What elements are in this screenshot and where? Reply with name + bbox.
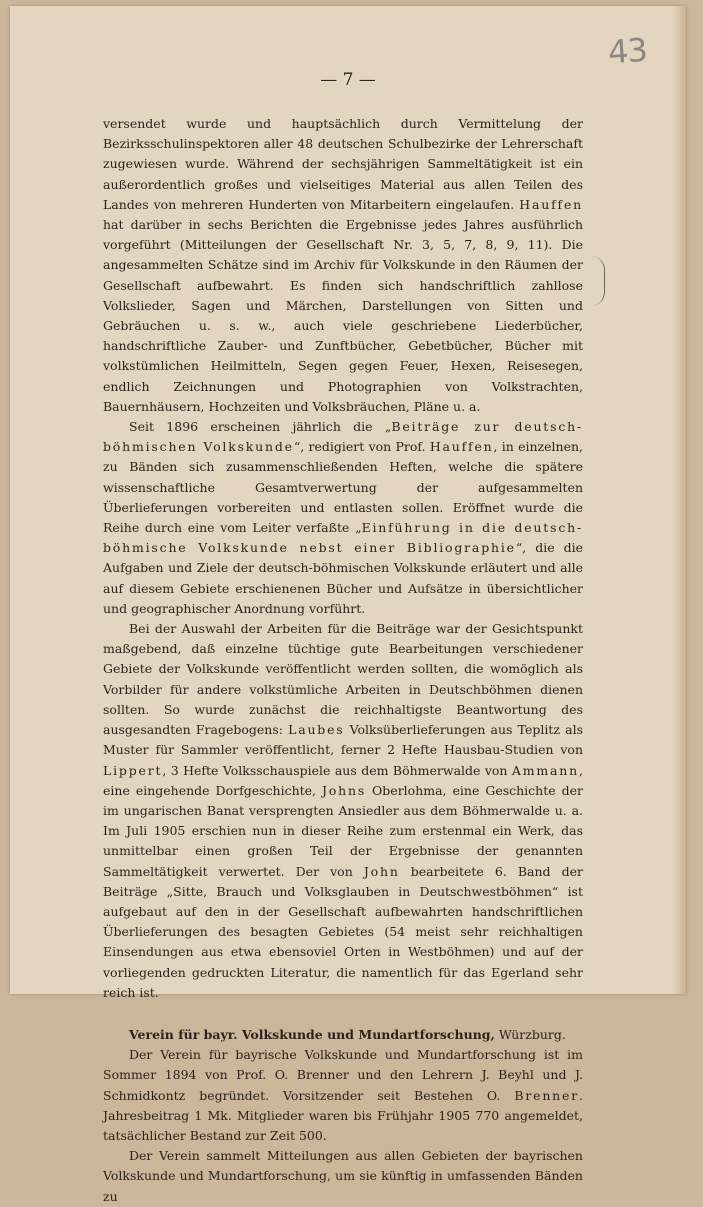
- text-run: “, redigiert von Prof.: [293, 439, 430, 455]
- spaced-name: Hauffen: [519, 196, 583, 212]
- text-run: Volksüberlieferungen aus Teplitz als Muster für Sammler veröffentlicht, ferner 2 Hefte Hausbau-Studien von: [103, 722, 583, 758]
- text-run: , 3 Hefte Volksschauspiele aus dem Böhmerwalde von: [162, 762, 512, 778]
- paragraph-3: [103, 619, 583, 1003]
- spaced-name: Brenner: [514, 1087, 580, 1103]
- page-edge-shadow: [672, 6, 686, 994]
- page-number: — 7 —: [320, 70, 376, 90]
- spaced-name: John: [363, 863, 400, 879]
- spaced-name: Einführung in die deutsch-böhmische Volkskunde nebst einer Bibliographie: [103, 520, 583, 556]
- margin-bracket-mark: [586, 256, 605, 306]
- text-run: Der Verein für bayrische Volkskunde und Mundartforschung ist im Sommer 1894 von Prof. O. Brenner und den Lehrern J. Beyhl und J. Schmidkontz begründet. Vorsitzender seit Bestehen O.: [103, 1047, 583, 1103]
- pencil-page-mark: 43: [606, 30, 648, 72]
- text-run: Der Verein sammelt Mitteilungen aus allen Gebieten der bayrischen Volkskunde und Mundartforschung, um sie künftig in umfassenden Bänden zu: [103, 1148, 583, 1204]
- text-run: “, die die Aufgaben und Ziele der deutsch-böhmischen Volkskunde erläutert und alle auf diesem Gebiete erschienenen Bücher und Aufsätze in übersichtlicher und geographischer Anordnung vorführt.: [103, 540, 583, 616]
- text-run: Würzburg.: [494, 1026, 566, 1042]
- paragraph-gap: [103, 1003, 583, 1025]
- body-text: [103, 114, 583, 1207]
- spaced-name: Laubes: [288, 722, 345, 738]
- text-run: versendet wurde und hauptsächlich durch Vermittelung der Bezirksschulinspektoren aller 48 deutschen Schulbezirke der Lehrerschaft zugewiesen wurde. Während der sechsjährigen Sammeltätigkeit ist ein außerordentlich großes und vielseitiges Material aus allen Teilen des Landes von mehreren Hunderten von Mitarbeitern eingelaufen.: [103, 116, 583, 212]
- text-run: Seit 1896 erscheinen jährlich die „: [129, 419, 392, 435]
- spaced-name: Ammann: [511, 762, 580, 778]
- text-run: Bei der Auswahl der Arbeiten für die Beiträge war der Gesichtspunkt maßgebend, daß einzelne tüchtige gute Bearbeitungen verschiedener Gebiete der Volkskunde veröffentlicht werden sollten, die womöglich als Vorbilder für andere volkstümliche Arbeiten in Deutschböhmen dienen sollten. So wurde zunächst die reichhaltigste Beantwortung des ausgesandten Fragebogens:: [103, 621, 583, 738]
- spaced-name: Hauffen: [429, 439, 494, 455]
- text-run: Oberlohma, eine Geschichte der im ungarischen Banat versprengten Ansiedler aus dem Böhmerwalde u. a. Im Juli 1905 erschien nun in dieser Reihe zum erstenmal ein Werk, das unmittelbar einen großen Teil der Ergebnisse der genannten Sammeltätigkeit verwertet. Der von: [103, 782, 584, 879]
- paragraph-4: [103, 1025, 583, 1045]
- text-run: , eine eingehende Dorfgeschichte,: [103, 762, 583, 798]
- spaced-name: Lippert: [103, 762, 163, 778]
- text-run: , in einzelnen, zu Bänden sich zusammenschließenden Heften, welche die spätere wissenschaftliche Gesamtverwertung der aufgesammelten Überlieferungen vorbereiten und entlasten sollen. Eröffnet wurde die Reihe durch eine vom Leiter verfaßte „: [103, 439, 583, 536]
- paragraph-1: [103, 114, 583, 417]
- section-heading: Verein für bayr. Volkskunde und Mundartforschung,: [129, 1026, 495, 1042]
- spaced-name: Beiträge zur deutsch-böhmischen Volkskunde: [103, 419, 584, 455]
- paragraph-5: [103, 1045, 583, 1146]
- text-run: . Jahresbeitrag 1 Mk. Mitglieder waren bis Frühjahr 1905 770 angemeldet, tatsächlicher Bestand zur Zeit 500.: [103, 1087, 583, 1143]
- text-run: hat darüber in sechs Berichten die Ergebnisse jedes Jahres ausführlich vorgeführt (Mitteilungen der Gesellschaft Nr. 3, 5, 7, 8, 9, 11). Die angesammelten Schätze sind im Archiv für Volkskunde in den Räumen der Gesellschaft aufbewahrt. Es finden sich handschriftlich zahllose Volkslieder, Sagen und Märchen, Darstellungen von Sitten und Gebräuchen u. s. w., auch viele geschriebene Liederbücher, handschriftliche Zauber- und Zunftbücher, Gebetbücher, Bücher mit volkstümlichen Heilmitteln, Segen gegen Feuer, Hexen, Reisesegen, endlich Zeichnungen und Photographien von Volkstrachten, Bauernhäusern, Hochzeiten und Volksbräuchen, Pläne u. a.: [103, 217, 583, 414]
- text-run: bearbeitete 6. Band der Beiträge „Sitte, Brauch und Volksglauben in Deutschwestböhmen“ ist aufgebaut auf den in der Gesellschaft aufbewahrten handschriftlichen Überlieferungen des besagten Gebietes (54 meist sehr reichhaltigen Einsendungen aus etwa ebensoviel Orten in Westböhmen) und auf der vorliegenden gedruckten Literatur, die namentlich für das Egerland sehr reich ist.: [103, 863, 583, 1000]
- spaced-name: Johns: [322, 782, 367, 798]
- book-page: [10, 6, 686, 1204]
- paragraph-6: [103, 1146, 583, 1207]
- paragraph-2: [103, 417, 583, 619]
